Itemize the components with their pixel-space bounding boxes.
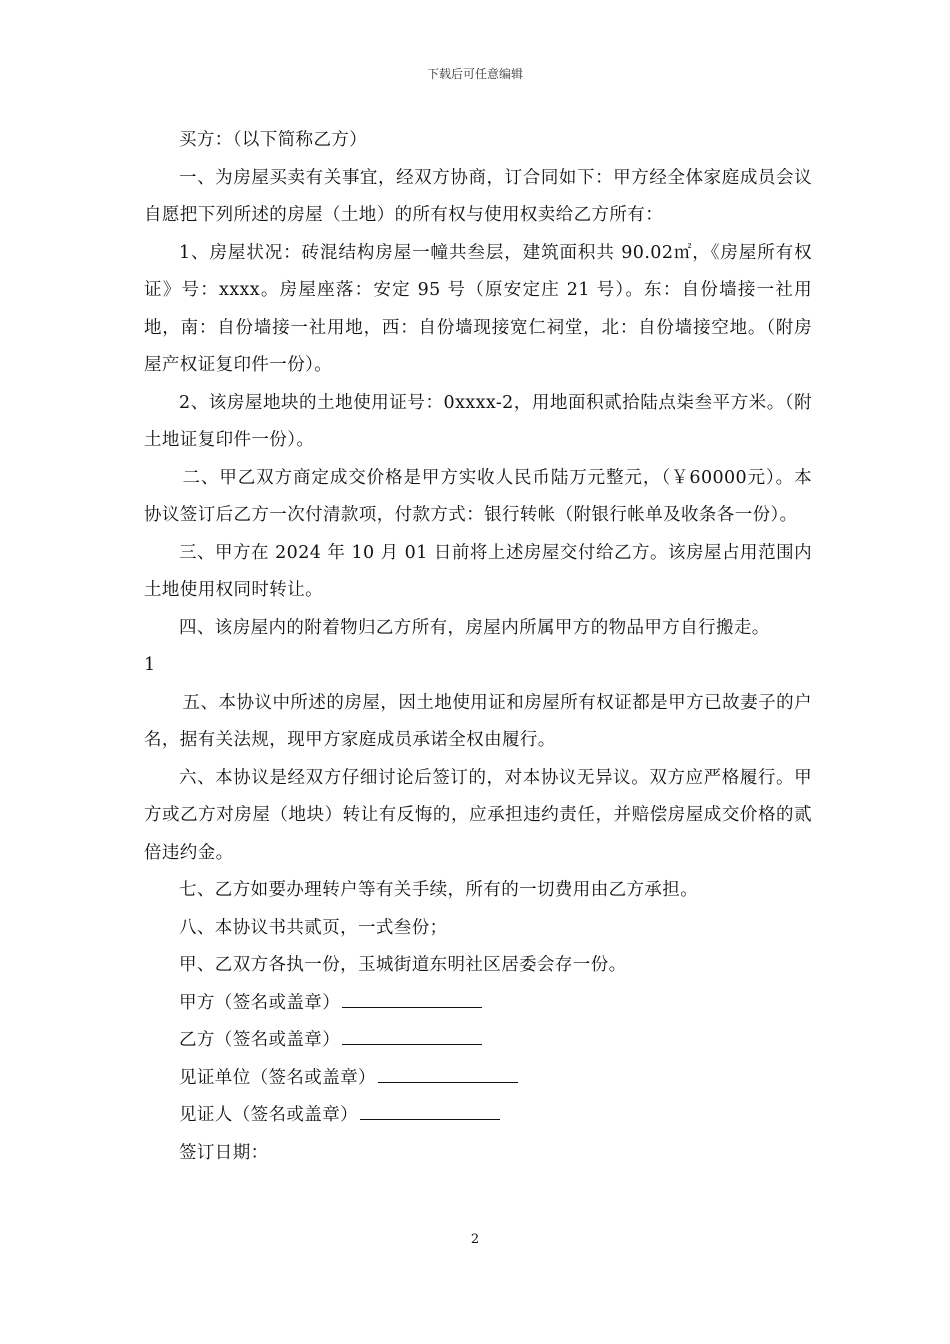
contract-body	[144, 122, 812, 1172]
stray-mark: 1	[144, 655, 156, 675]
sign-date-label: 签订日期：	[179, 1142, 269, 1163]
signature-witness-person-label: 见证人（签名或盖章）	[179, 1105, 358, 1125]
sign-date	[144, 1135, 812, 1173]
signature-witness-unit	[144, 1060, 812, 1098]
signature-witness-unit-label: 见证单位（签名或盖章）	[179, 1067, 376, 1088]
signature-witness-unit-blank[interactable]	[378, 1081, 518, 1083]
page-number: 2	[470, 1232, 480, 1247]
clause-4: 四、该房屋内的附着物归乙方所有，房屋内所属甲方的物品甲方自行搬走。	[179, 617, 770, 638]
signature-party-b-label: 乙方（签名或盖章）	[179, 1030, 341, 1050]
clause-1-item-2: 2、该房屋地块的土地使用证号：0xxxx-2，用地面积贰拾陆点柒叁平方米。（附土地证复印件一份）。	[144, 392, 812, 450]
copies-line: 甲、乙双方各执一份，玉城街道东明社区居委会存一份。	[179, 955, 627, 975]
signature-party-b-blank[interactable]	[342, 1043, 482, 1045]
clause-1-intro: 一、为房屋买卖有关事宜，经双方协商，订合同如下：甲方经全体家庭成员会议自愿把下列所述的房屋（土地）的所有权与使用权卖给乙方所有：	[144, 167, 812, 225]
signature-party-a-label: 甲方（签名或盖章）	[179, 992, 341, 1013]
header-note: 下载后可任意编辑	[426, 67, 523, 81]
clause-1-item-1: 1、房屋状况：砖混结构房屋一幢共叁层，建筑面积共 90.02㎡，《房屋所有权证》号：xxxx。房屋座落：安定 95 号（原安定庄 21 号）。东：自份墙接一社用地，南：自份墙接一社用地，西：自份墙现接宽仁祠堂，北：自份墙接空地。（附房屋产权证复印件一份）。	[144, 242, 812, 375]
clause-6: 六、本协议是经双方仔细讨论后签订的，对本协议无异议。双方应严格履行。甲方或乙方对房屋（地块）转让有反悔的，应承担违约责任，并赔偿房屋成交价格的贰倍违约金。	[144, 767, 812, 863]
signature-witness-person-blank[interactable]	[360, 1118, 500, 1120]
signature-party-a-blank[interactable]	[342, 1006, 482, 1008]
clause-2: 二、甲乙双方商定成交价格是甲方实收人民币陆万元整元，（￥60000元）。本协议签订后乙方一次付清款项，付款方式：银行转帐（附银行帐单及收条各一份）。	[144, 467, 812, 525]
signature-party-a	[144, 985, 812, 1023]
clause-7: 七、乙方如要办理转户等有关手续，所有的一切费用由乙方承担。	[179, 880, 699, 900]
buyer-line: 买方：（以下简称乙方）	[179, 130, 368, 150]
clause-3: 三、甲方在 2024 年 10 月 01 日前将上述房屋交付给乙方。该房屋占用范围内土地使用权同时转让。	[144, 542, 812, 600]
signature-party-b	[144, 1022, 812, 1060]
signature-witness-person	[144, 1097, 812, 1135]
clause-5: 五、本协议中所述的房屋，因土地使用证和房屋所有权证都是甲方已故妻子的户名，据有关法规，现甲方家庭成员承诺全权由履行。	[144, 692, 812, 750]
clause-8: 八、本协议书共贰页，一式叁份；	[179, 917, 448, 938]
